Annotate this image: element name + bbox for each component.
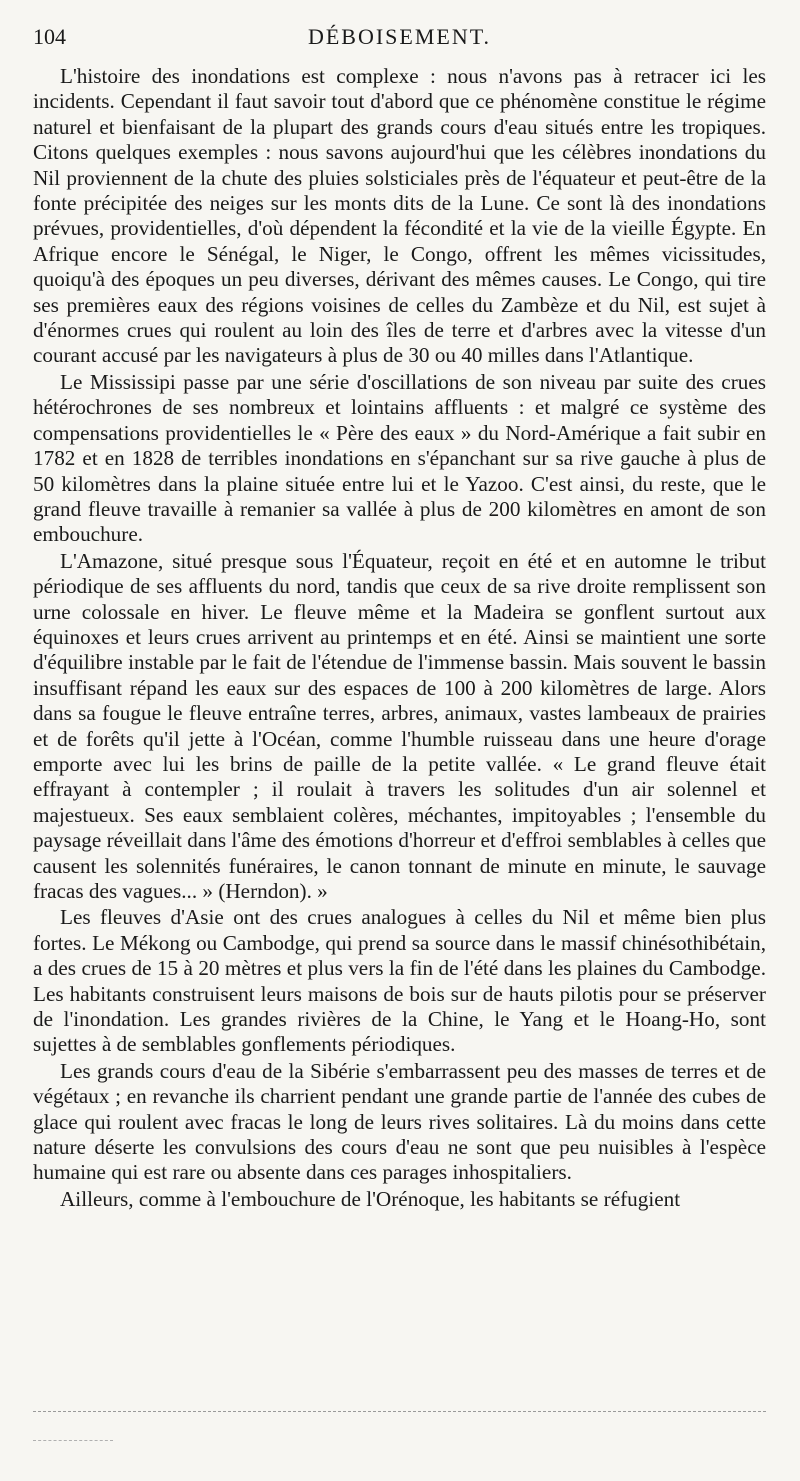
page-number: 104 (33, 24, 66, 49)
footer-divider (33, 1411, 766, 1412)
footer-marks (33, 1440, 113, 1441)
paragraph: L'Amazone, situé presque sous l'Équateur, reçoit en été et en automne le tribut périodique de ses affluents du nord, tandis que ceux de sa rive droite remplissent son urne colossale en hiver. Le fleuve même et la Madeira se gonflent surtout aux équinoxes et leurs crues arrivent au printemps et en été. Ainsi se maintient une sorte d'équilibre instable par le fait de l'étendue de l'immense bassin. Mais souvent le bassin insuffisant répand les eaux sur des espaces de 100 à 200 kilomètres de large. Alors dans sa fougue le fleuve entraîne terres, arbres, animaux, vastes lambeaux de prairies et de forêts qu'il jette à l'Océan, comme l'humble ruisseau dans une heure d'orage emporte avec lui les brins de paille de la petite vallée. « Le grand fleuve était effrayant à contempler ; il roulait à travers les solitudes d'un air solennel et majestueux. Ses eaux semblaient colères, méchantes, impitoyables ; l'ensemble du paysage réveillait dans l'âme des émotions d'horreur et d'effroi semblables à celles que causent les solennités funéraires, le canon tonnant de minute en minute, le sauvage fracas des vagues... » (Herndon). » (33, 548, 766, 903)
running-title: DÉBOISEMENT. (307, 24, 492, 49)
paragraph: Les grands cours d'eau de la Sibérie s'embarrassent peu des masses de terres et de végétaux ; en revanche ils charrient pendant une grande partie de l'année des cubes de glace qui roulent avec fracas le long de leurs rives solitaires. Là du moins dans cette nature déserte les convulsions des cours d'eau ne sont que peu nuisibles à l'espèce humaine qui est rare ou absente dans ces parages inhospitaliers. (33, 1058, 766, 1185)
page-header (33, 24, 766, 56)
paragraph: Ailleurs, comme à l'embouchure de l'Orénoque, les habitants se réfugient (60, 1186, 681, 1211)
paragraph: Le Mississipi passe par une série d'oscillations de son niveau par suite des crues hétérochrones de ses nombreux et lointains affluents : et malgré ce système des compensations providentielles le « Père des eaux » du Nord-Amérique a fait subir en 1782 et en 1828 de terribles inondations en s'épanchant sur sa rive gauche à plus de 50 kilomètres dans la plaine située entre lui et le Yazoo. C'est ainsi, du reste, que le grand fleuve travaille à remanier sa vallée à plus de 200 kilomètres en amont de son embouchure. (33, 369, 766, 547)
paragraph: L'histoire des inondations est complexe : nous n'avons pas à retracer ici les incidents. Cependant il faut savoir tout d'abord que ce phénomène constitue le régime naturel et bienfaisant de la plupart des grands cours d'eau situés entre les tropiques. Citons quelques exemples : nous savons aujourd'hui que les célèbres inondations du Nil proviennent de la chute des pluies solsticiales près de l'équateur et peut-être de la fonte précipitée des neiges sur les monts dits de la Lune. Ce sont là des inondations prévues, providentielles, d'où dépendent la fécondité et la vie de la vieille Égypte. En Afrique encore le Sénégal, le Niger, le Congo, offrent les mêmes vicissitudes, quoiqu'à des époques un peu diverses, dérivant des mêmes causes. Le Congo, qui tire ses premières eaux des régions voisines de celles du Zambèze et du Nil, est sujet à d'énormes crues qui roulent au loin des îles de terre et d'arbres avec la vitesse d'un courant accusé par les navigateurs à plus de 30 ou 40 milles dans l'Atlantique. (33, 64, 766, 368)
body-text (33, 64, 766, 1212)
paragraph: Les fleuves d'Asie ont des crues analogues à celles du Nil et même bien plus fortes. Le Mékong ou Cambodge, qui prend sa source dans le massif chinésothibétain, a des crues de 15 à 20 mètres et plus vers la fin de l'été dans les plaines du Cambodge. Les habitants construisent leurs maisons de bois sur de hauts pilotis pour se préserver de l'inondation. Les grandes rivières de la Chine, le Yang et le Hoang-Ho, sont sujettes à de semblables gonflements périodiques. (33, 905, 766, 1057)
